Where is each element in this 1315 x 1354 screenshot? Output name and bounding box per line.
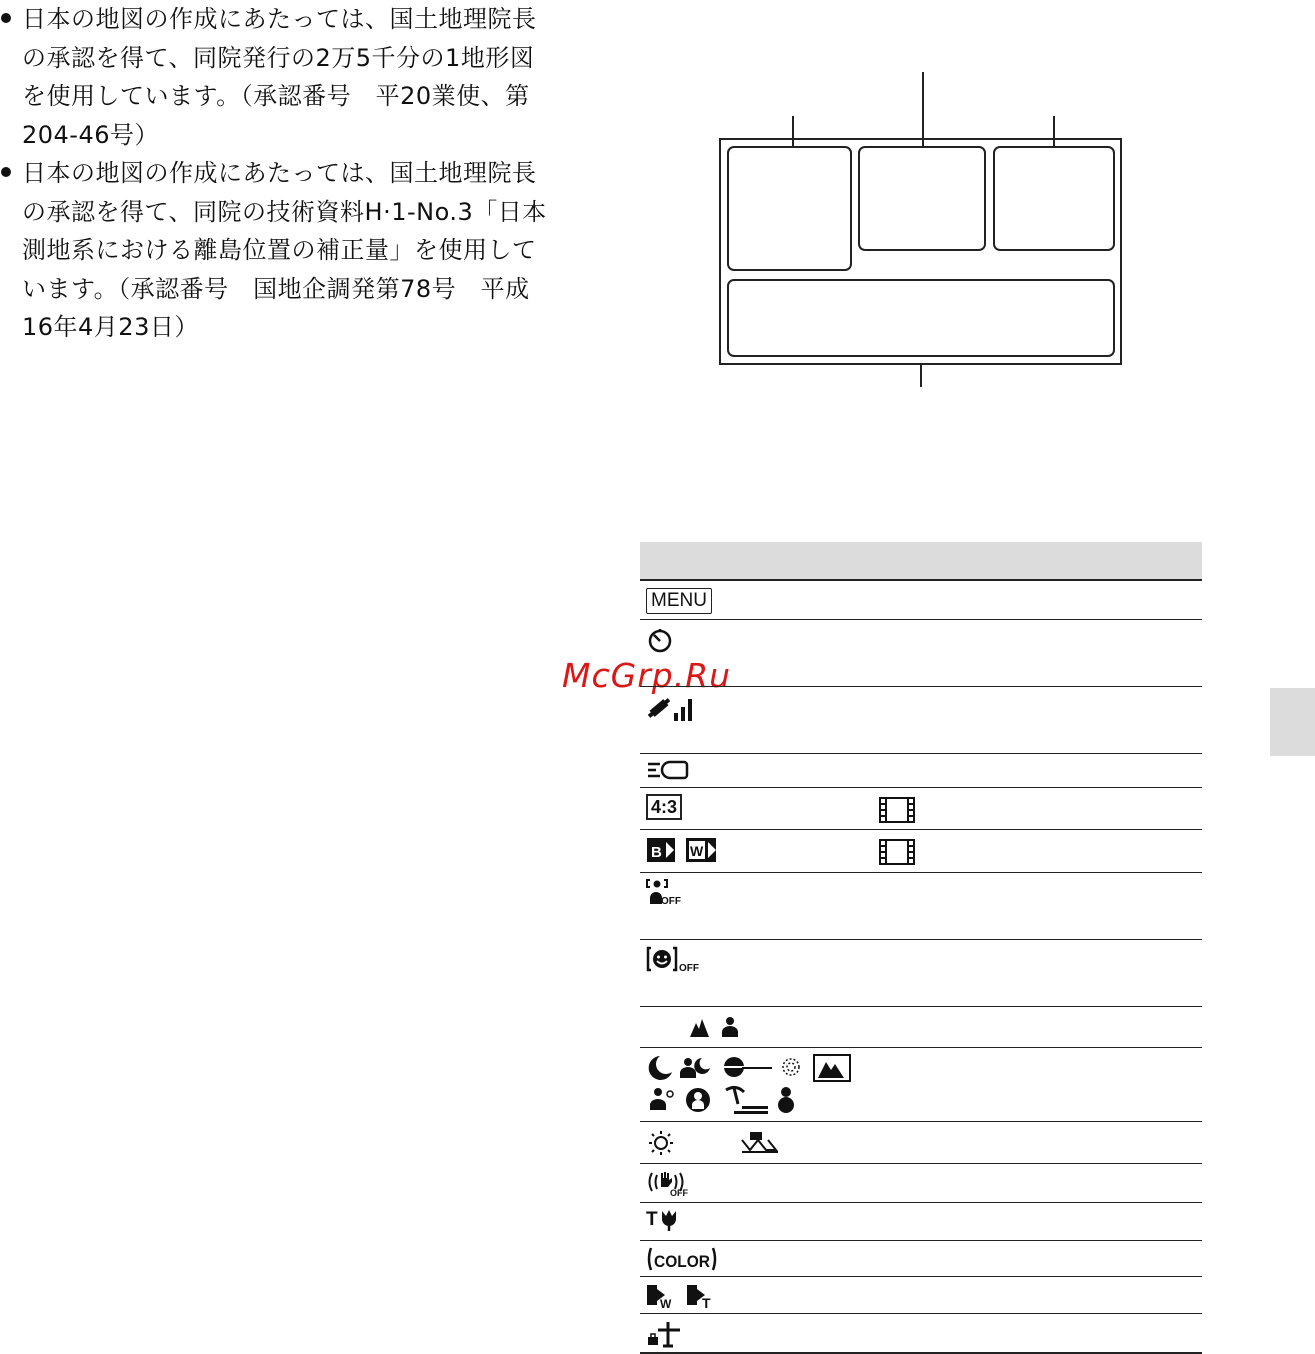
svg-text:COLOR: COLOR (654, 1252, 710, 1271)
menu-label: MENU (646, 588, 712, 614)
white-balance-icons (646, 1130, 786, 1160)
note-2-line-1: 日本の地図の作成にあたっては、国土地理院長 (22, 159, 537, 187)
table-row (640, 940, 1202, 1007)
table-row (640, 620, 1202, 687)
movie-frame-icon (878, 796, 916, 828)
table-row (640, 1203, 1202, 1241)
note-1-line-4: 204-46号） (22, 120, 160, 149)
aspect-label: 4:3 (646, 794, 682, 820)
blank-wide-icon (646, 837, 726, 863)
table-row (640, 1314, 1202, 1354)
svg-text:OFF: OFF (679, 963, 699, 974)
gps-signal-icon (646, 693, 694, 723)
face-detection-off-icon (646, 878, 686, 906)
area-left (727, 146, 852, 271)
note-2-line-3: 測地系における離島位置の補正量」を使用して (22, 236, 537, 264)
svg-text:T: T (702, 1295, 711, 1309)
notes (0, 0, 580, 347)
table-row (640, 1241, 1202, 1277)
svg-text:W: W (690, 843, 704, 859)
table-row (640, 1164, 1202, 1203)
note-2-line-2: の承認を得て、同院の技術資料H·1-No.3「日本 (22, 197, 547, 226)
svg-text:OFF: OFF (661, 896, 681, 906)
table-row (640, 830, 1202, 873)
landscape-portrait-icon (688, 1015, 748, 1039)
leader-line-bottom (920, 365, 922, 387)
flight-mode-icon (646, 1320, 686, 1348)
menu-button-icon (646, 588, 712, 614)
svg-text:B: B (651, 844, 662, 861)
tele-macro-icon (646, 1209, 679, 1231)
note-1-line-2: の承認を得て、同院発行の2万5千分の1地形図 (22, 43, 535, 72)
table-row (640, 581, 1202, 620)
smile-shutter-off-icon (646, 946, 708, 974)
tele-label: T (646, 1209, 658, 1230)
table-row (640, 1007, 1202, 1048)
table-row (640, 754, 1202, 788)
table-row (640, 1048, 1202, 1122)
table-row (640, 873, 1202, 940)
note-2 (0, 154, 580, 347)
section-thumb-tab (1270, 688, 1315, 756)
scene-selection-icons (646, 1054, 856, 1122)
note-2-line-5: 16年4月23日） (22, 313, 199, 341)
indicator-table (640, 542, 1202, 1354)
table-row (640, 1277, 1202, 1314)
steadyshot-off-icon (646, 1169, 696, 1197)
table-row (640, 687, 1202, 754)
area-right (993, 146, 1115, 251)
blt-zoom-mic-icons (646, 1283, 720, 1309)
screen-layout-diagram (700, 60, 1140, 400)
light-icon (646, 758, 690, 782)
x-v-color-icon (646, 1246, 718, 1272)
svg-text:OFF: OFF (670, 1188, 688, 1197)
table-row (640, 788, 1202, 830)
table-row (640, 1122, 1202, 1164)
note-2-line-4: います。（承認番号 国地企調発第78号 平成 (22, 274, 530, 303)
aspect-4-3-icon (646, 794, 682, 820)
table-header (640, 542, 1202, 581)
watermark: McGrp.Ru (562, 656, 732, 695)
note-1 (0, 0, 580, 154)
note-1-line-1: 日本の地図の作成にあたっては、国土地理院長 (22, 5, 537, 33)
area-center (858, 146, 986, 251)
leader-line-center (922, 72, 924, 146)
note-1-line-3: を使用しています。（承認番号 平20業使、第 (22, 82, 530, 110)
movie-frame-icon (878, 838, 916, 870)
self-timer-icon (646, 626, 674, 654)
area-bottom (727, 279, 1115, 357)
svg-text:W: W (660, 1297, 672, 1309)
